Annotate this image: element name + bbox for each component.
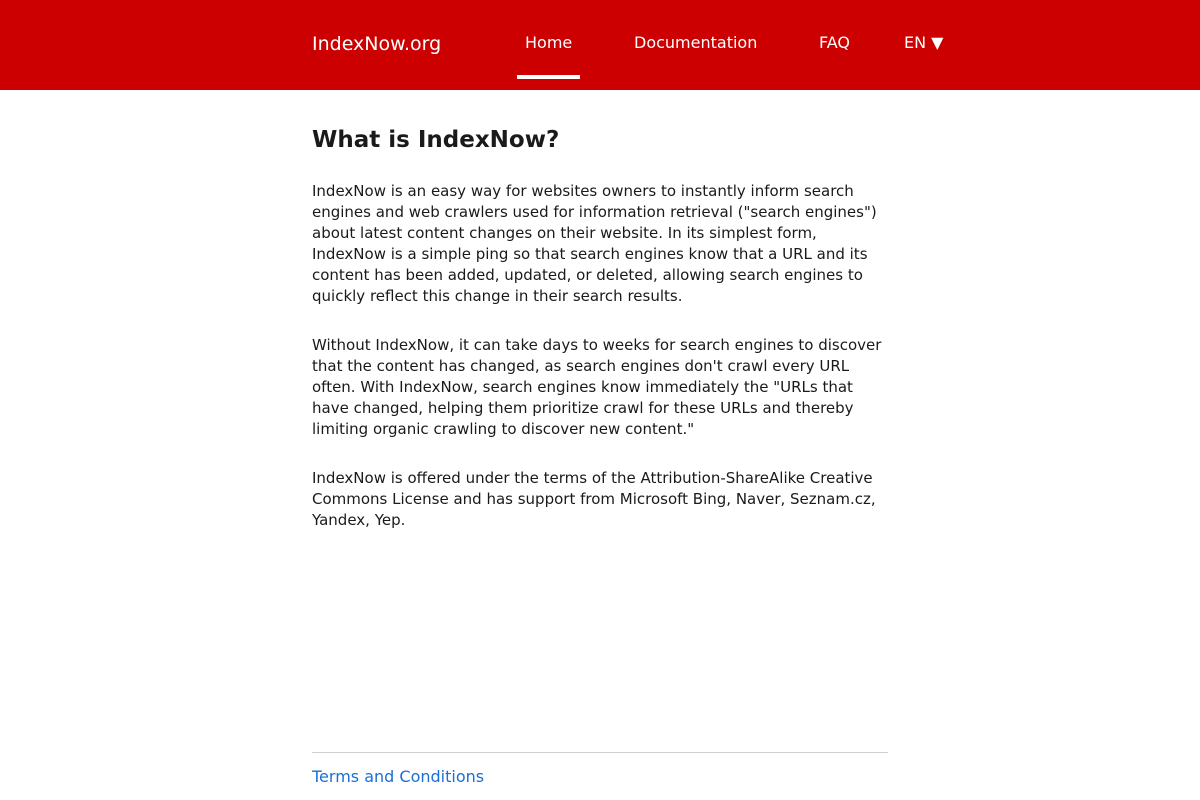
page-title: What is IndexNow?	[312, 127, 560, 153]
intro-paragraph: IndexNow is an easy way for websites owners to instantly inform search engines and web crawlers used for information retrieval ("search engines") about latest content changes on their website. In its simplest form, IndexNow is a simple ping so that search engines know that a URL and its content has been added, updated, or deleted, allowing search engines to quickly reflect this change in their search results.	[312, 182, 877, 305]
language-selector-dropdown[interactable]: EN ▼	[904, 33, 944, 52]
site-logo-link[interactable]: IndexNow.org	[312, 33, 442, 55]
license-paragraph: IndexNow is offered under the terms of the Attribution-ShareAlike Creative Commons License and has support from Microsoft Bing, Naver, Seznam.cz, Yandex, Yep.	[312, 469, 876, 529]
terms-and-conditions-link[interactable]: Terms and Conditions	[312, 767, 485, 786]
without-indexnow-paragraph: Without IndexNow, it can take days to weeks for search engines to discover that the content has changed, as search engines don't crawl every URL often. With IndexNow, search engines know immediately the "URLs that have changed, helping them prioritize crawl for these URLs and thereby limiting organic crawling to discover new content."	[312, 336, 882, 438]
footer-divider	[312, 752, 888, 753]
active-tab-indicator	[517, 75, 580, 79]
main-content	[312, 124, 892, 531]
nav-documentation-link[interactable]: Documentation	[634, 33, 758, 52]
nav-home-link[interactable]: Home	[525, 33, 573, 52]
top-navigation-bar	[0, 0, 1200, 90]
nav-faq-link[interactable]: FAQ	[819, 33, 850, 52]
